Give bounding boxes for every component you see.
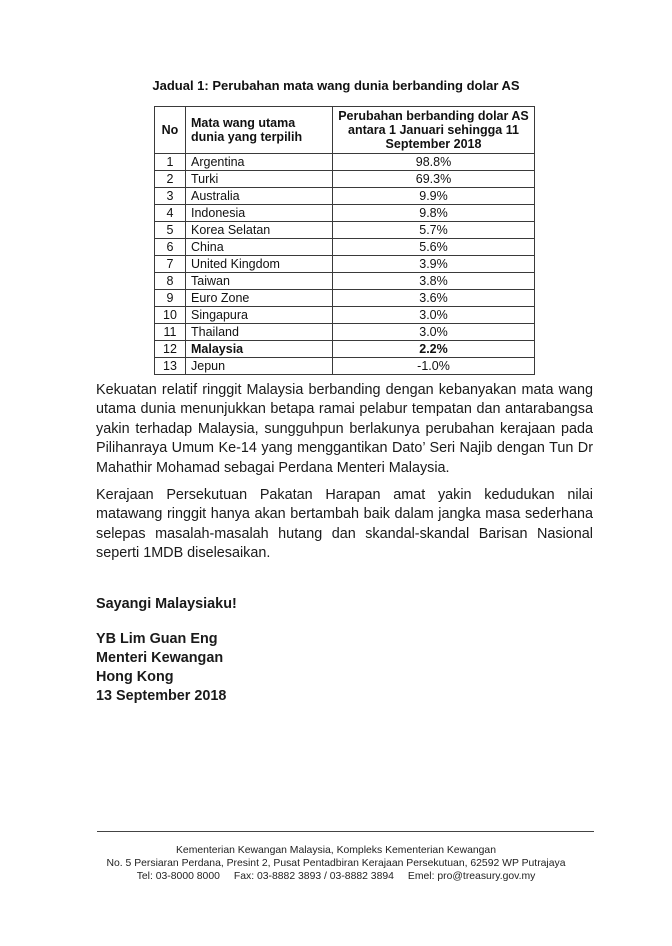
- row-currency: Thailand: [186, 324, 333, 341]
- row-currency: Taiwan: [186, 273, 333, 290]
- table-row: [155, 273, 535, 290]
- row-currency: Indonesia: [186, 205, 333, 222]
- row-change: 2.2%: [333, 341, 535, 358]
- table-row: [155, 154, 535, 171]
- row-change: 3.9%: [333, 256, 535, 273]
- row-no: 11: [155, 324, 186, 341]
- table-title: Jadual 1: Perubahan mata wang dunia berbanding dolar AS: [152, 78, 520, 93]
- row-currency: China: [186, 239, 333, 256]
- signatory-title: Menteri Kewangan: [96, 650, 224, 666]
- row-no: 13: [155, 358, 186, 375]
- row-currency: Australia: [186, 188, 333, 205]
- paragraph-ringgit-strength: Kekuatan relatif ringgit Malaysia berbanding dengan kebanyakan mata wang utama dunia menunjukkan betapa ramai pelabur tempatan dan antarabangsa yakin terhadap Malaysia, sungguhpun berlakunya perubahan kerajaan pada Pilihanraya Umum Ke-14 yang menggantikan Dato’ Seri Najib dengan Tun Dr Mahathir Mohamad sebagai Perdana Menteri Malaysia.: [96, 382, 593, 476]
- row-change: 3.8%: [333, 273, 535, 290]
- row-change: 3.0%: [333, 324, 535, 341]
- footer-address: No. 5 Persiaran Perdana, Presint 2, Pusat Pentadbiran Kerajaan Persekutuan, 62592 WP Putrajaya: [106, 858, 566, 870]
- row-change: 98.8%: [333, 154, 535, 171]
- row-no: 4: [155, 205, 186, 222]
- row-change: 9.9%: [333, 188, 535, 205]
- row-no: 3: [155, 188, 186, 205]
- row-no: 1: [155, 154, 186, 171]
- header-no: No: [155, 107, 186, 154]
- row-change: 9.8%: [333, 205, 535, 222]
- row-currency: Jepun: [186, 358, 333, 375]
- table-row: [155, 256, 535, 273]
- signatory-name: YB Lim Guan Eng: [96, 631, 218, 647]
- footer: [0, 844, 672, 884]
- signing-date: 13 September 2018: [96, 688, 227, 704]
- footer-organization: Kementerian Kewangan Malaysia, Kompleks Kementerian Kewangan: [176, 845, 496, 856]
- table-header-row: [155, 107, 535, 154]
- footer-email[interactable]: Emel: pro@treasury.gov.my: [407, 871, 536, 883]
- signature-block: [96, 630, 226, 706]
- row-change: 69.3%: [333, 171, 535, 188]
- row-currency: United Kingdom: [186, 256, 333, 273]
- table-row: [155, 188, 535, 205]
- table-row: [155, 358, 535, 375]
- table-row-highlighted: [155, 341, 535, 358]
- header-currency: Mata wang utama dunia yang terpilih: [186, 107, 333, 154]
- table-row: [155, 307, 535, 324]
- footer-telephone: Tel: 03-8000 8000: [136, 871, 220, 883]
- currency-change-table: [154, 106, 535, 375]
- footer-contact: [0, 870, 672, 883]
- row-change: 3.6%: [333, 290, 535, 307]
- signing-place: Hong Kong: [96, 669, 174, 685]
- row-no: 2: [155, 171, 186, 188]
- row-no: 8: [155, 273, 186, 290]
- row-change: 3.0%: [333, 307, 535, 324]
- paragraph-government-confidence: Kerajaan Persekutuan Pakatan Harapan amat yakin kedudukan nilai matawang ringgit hanya akan bertambah baik dalam jangka masa sederhana selepas masalah-masalah hutang dan skandal-skandal Barisan Nasional seperti 1MDB diselesaikan.: [96, 487, 593, 562]
- table-row: [155, 239, 535, 256]
- row-no: 10: [155, 307, 186, 324]
- row-currency: Argentina: [186, 154, 333, 171]
- table-row: [155, 290, 535, 307]
- row-no: 9: [155, 290, 186, 307]
- table-row: [155, 205, 535, 222]
- row-currency: Singapura: [186, 307, 333, 324]
- closing-slogan: Sayangi Malaysiaku!: [96, 596, 237, 612]
- header-change: Perubahan berbanding dolar AS antara 1 Januari sehingga 11 September 2018: [333, 107, 535, 154]
- row-change: 5.6%: [333, 239, 535, 256]
- row-currency: Turki: [186, 171, 333, 188]
- row-no: 7: [155, 256, 186, 273]
- row-currency: Euro Zone: [186, 290, 333, 307]
- row-change: 5.7%: [333, 222, 535, 239]
- row-change: -1.0%: [333, 358, 535, 375]
- row-currency: Korea Selatan: [186, 222, 333, 239]
- table-row: [155, 222, 535, 239]
- footer-fax: Fax: 03-8882 3893 / 03-8882 3894: [233, 871, 394, 883]
- row-no: 6: [155, 239, 186, 256]
- row-currency: Malaysia: [186, 341, 333, 358]
- row-no: 5: [155, 222, 186, 239]
- row-no: 12: [155, 341, 186, 358]
- footer-divider: [97, 831, 594, 832]
- table-row: [155, 324, 535, 341]
- table-row: [155, 171, 535, 188]
